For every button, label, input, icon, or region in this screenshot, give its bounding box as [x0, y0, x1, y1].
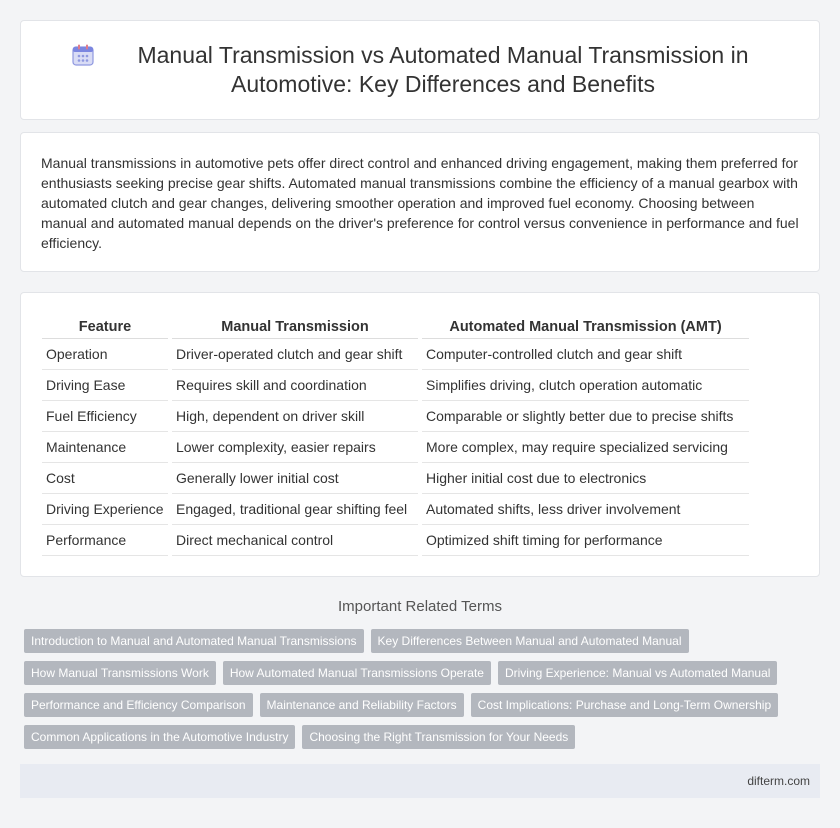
header-manual: Manual Transmission: [172, 313, 418, 339]
cell-manual: Requires skill and coordination: [172, 370, 418, 401]
tag-row: [24, 725, 824, 749]
header-amt: Automated Manual Transmission (AMT): [422, 313, 749, 339]
title-wrap: [70, 41, 770, 99]
cell-amt: Higher initial cost due to electronics: [422, 463, 749, 494]
related-term-tag[interactable]: How Manual Transmissions Work: [24, 661, 216, 685]
table-row: [42, 432, 749, 463]
related-term-tag[interactable]: Key Differences Between Manual and Automated Manual: [371, 629, 689, 653]
cell-manual: Engaged, traditional gear shifting feel: [172, 494, 418, 525]
related-term-tag[interactable]: Performance and Efficiency Comparison: [24, 693, 253, 717]
header-card: [20, 20, 820, 120]
page-title: Manual Transmission vs Automated Manual Transmission in Automotive: Key Differences and Benefits: [137, 42, 749, 97]
cell-manual: High, dependent on driver skill: [172, 401, 418, 432]
table-row: [42, 339, 749, 370]
related-term-tag[interactable]: Common Applications in the Automotive Industry: [24, 725, 295, 749]
table-row: [42, 463, 749, 494]
cell-feature: Cost: [42, 463, 168, 494]
table-row: [42, 494, 749, 525]
comparison-table: [38, 313, 753, 556]
related-term-tag[interactable]: Choosing the Right Transmission for Your Needs: [302, 725, 575, 749]
related-term-tag[interactable]: Driving Experience: Manual vs Automated Manual: [498, 661, 777, 685]
related-term-tag[interactable]: Introduction to Manual and Automated Manual Transmissions: [24, 629, 364, 653]
cell-manual: Generally lower initial cost: [172, 463, 418, 494]
table-header-row: [42, 313, 749, 339]
cell-amt: Computer-controlled clutch and gear shift: [422, 339, 749, 370]
intro-text: Manual transmissions in automotive pets offer direct control and enhanced driving engagement, making them preferred for enthusiasts seeking precise gear shifts. Automated manual transmissions combine the efficiency of a manual gearbox with automated clutch and gear changes, delivering smoother operation and improved fuel economy. Choosing between manual and automated manual depends on the driver's preference for control versus convenience in performance and fuel efficiency.: [41, 155, 799, 251]
cell-manual: Lower complexity, easier repairs: [172, 432, 418, 463]
tag-row: [24, 693, 824, 717]
cell-feature: Driving Experience: [42, 494, 168, 525]
tag-row: [24, 629, 824, 653]
related-terms-title: Important Related Terms: [338, 598, 502, 615]
cell-manual: Direct mechanical control: [172, 525, 418, 556]
table-row: [42, 370, 749, 401]
related-term-tag[interactable]: Maintenance and Reliability Factors: [260, 693, 464, 717]
header-feature: Feature: [42, 313, 168, 339]
footer: [20, 764, 820, 798]
cell-manual: Driver-operated clutch and gear shift: [172, 339, 418, 370]
comparison-table-card: [20, 292, 820, 577]
cell-feature: Maintenance: [42, 432, 168, 463]
cell-amt: Automated shifts, less driver involvement: [422, 494, 749, 525]
cell-amt: Comparable or slightly better due to precise shifts: [422, 401, 749, 432]
cell-amt: More complex, may require specialized servicing: [422, 432, 749, 463]
cell-feature: Fuel Efficiency: [42, 401, 168, 432]
cell-feature: Driving Ease: [42, 370, 168, 401]
related-term-tag[interactable]: How Automated Manual Transmissions Operate: [223, 661, 491, 685]
calendar-icon: [70, 42, 96, 68]
table-row: [42, 401, 749, 432]
tag-row: [24, 661, 824, 685]
footer-site[interactable]: difterm.com: [747, 774, 810, 788]
table-row: [42, 525, 749, 556]
related-terms-tags: [24, 629, 824, 757]
related-term-tag[interactable]: Cost Implications: Purchase and Long-Term Ownership: [471, 693, 778, 717]
cell-feature: Performance: [42, 525, 168, 556]
intro-card: [20, 132, 820, 272]
cell-amt: Optimized shift timing for performance: [422, 525, 749, 556]
cell-feature: Operation: [42, 339, 168, 370]
cell-amt: Simplifies driving, clutch operation automatic: [422, 370, 749, 401]
